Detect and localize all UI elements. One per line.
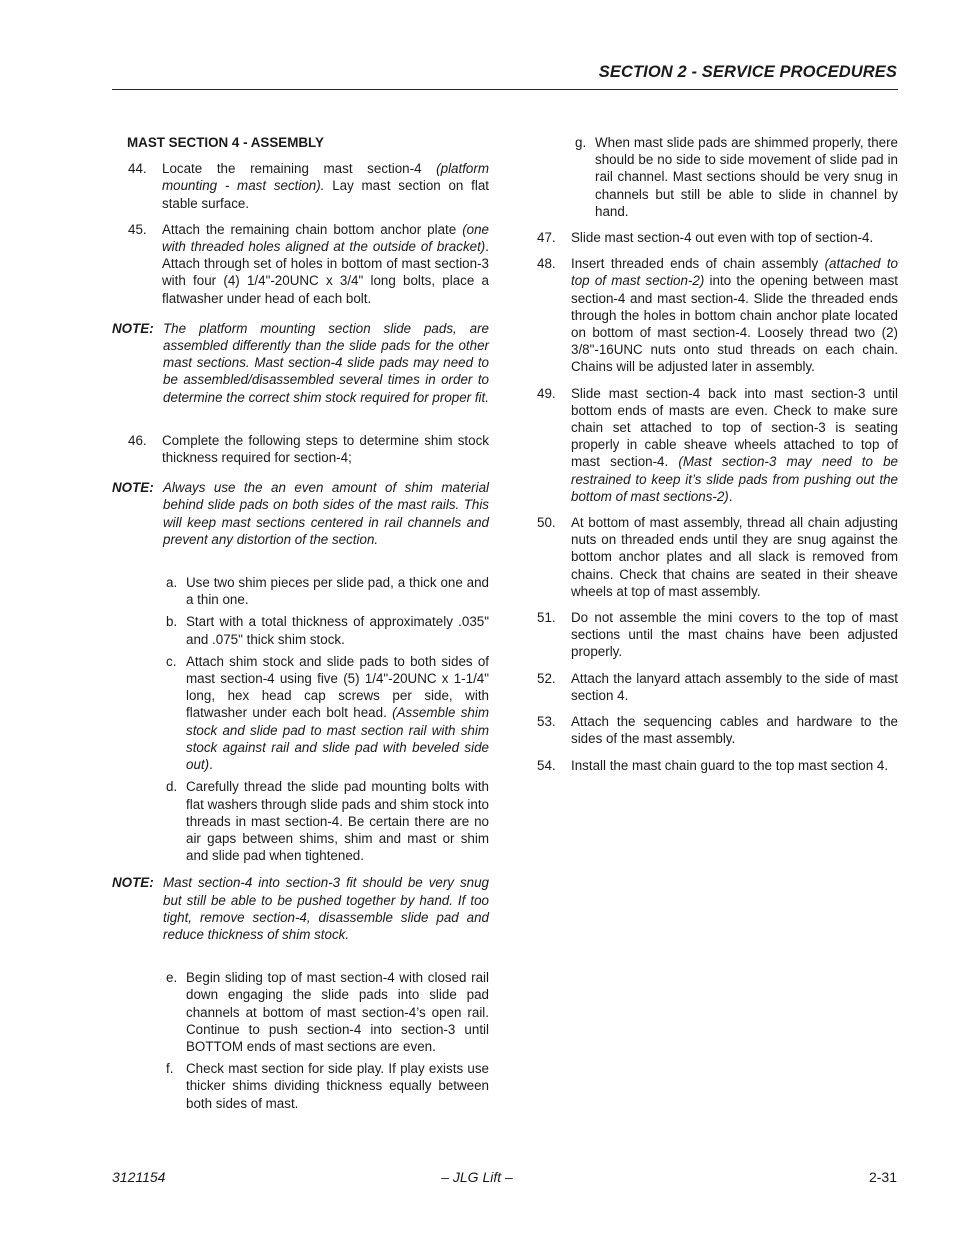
substep-a (112, 574, 489, 608)
step-text: . Attach through set of holes in bottom of mast section-3 with four (4) 1/4"-20UNC x 3/4" long bolts, place a flatwasher under head of each bolt. (162, 239, 489, 306)
step-49 (537, 385, 898, 505)
note-3 (112, 874, 489, 943)
step-number: 52. (537, 670, 556, 686)
step-number: 54. (537, 757, 556, 773)
step-text-italic: (Mast section-3 may need to be restrained to keep it’s slide pads from pushing out the bottom of mast sections-2) (571, 454, 899, 504)
step-text: Slide mast section-4 out even with top of section-4. (571, 230, 874, 246)
substep-text: Start with a total thickness of approximately .035" and .075" thick shim stock. (186, 614, 489, 647)
substep-text-italic: (Assemble shim stock and slide pad to mast section rail with shim stock against rail and slide pad with beveled side out) (186, 705, 490, 773)
step-52 (537, 670, 898, 704)
step-number: 45. (128, 221, 147, 237)
substep-letter: a. (166, 575, 178, 591)
substep-g (537, 134, 898, 220)
substep-f (112, 1060, 489, 1112)
step-50 (537, 514, 898, 600)
header-divider (112, 89, 898, 90)
step-number: 44. (128, 161, 147, 177)
step-number: 50. (537, 515, 556, 531)
note-text: Always use the an even amount of shim material behind slide pads on both sides of the mast rails. This will keep mast sections centered in rail channels and prevent any distortion of the section. (163, 480, 489, 547)
substep-text: Attach shim stock and slide pads to both sides of mast section-4 using five (5) 1/4"-20UNC x 1-1/4" long, hex head cap screws per side, with flatwasher under each bolt head. (186, 653, 489, 721)
step-text-italic: (platform mounting - mast section). (162, 161, 489, 194)
step-text: Complete the following steps to determine shim stock thickness required for section-4; (162, 432, 489, 466)
step-text: Attach the sequencing cables and hardware to the sides of the mast assembly. (571, 714, 898, 747)
note-2 (112, 479, 489, 548)
substep-text: Carefully thread the slide pad mounting bolts with flat washers through slide pads and shim stock into threads in mast section-4. Be certain there are no air gaps between shims, shim and mast or shim and slide pad when tightened. (186, 779, 489, 864)
step-46 (112, 432, 489, 466)
note-label: NOTE: (112, 320, 154, 336)
section-header-title: SECTION 2 - SERVICE PROCEDURES (598, 63, 897, 81)
step-text: Do not assemble the mini covers to the top of mast sections until the mast chains have been adjusted properly. (571, 610, 898, 660)
substep-text: When mast slide pads are shimmed properly, there should be no side to side movement of slide pad in rail channel. Mast sections should be very snug in channels but still be able to slide in channel by hand. (595, 135, 898, 219)
substep-e (112, 969, 489, 1055)
substep-text: . (209, 757, 213, 773)
substep-letter: c. (166, 653, 177, 669)
substep-d (112, 778, 489, 864)
note-text: The platform mounting section slide pads, are assembled differently than the slide pads for the other mast sections. Mast section-4 slide pads may need to be assembled/disassembled several times in order to determine the correct shim stock required for proper fit. (163, 320, 489, 405)
step-number: 48. (537, 256, 556, 272)
step-text-italic: (one with threaded holes aligned at the outside of bracket) (162, 221, 489, 255)
note-label: NOTE: (112, 875, 154, 891)
step-45 (112, 221, 489, 307)
step-text: into the opening between mast section-4 and mast section-4. Slide the threaded ends through the holes in bottom chain anchor plate located on bottom of mast section-4. Loosely thread two (2) 3/8"-16UNC nuts onto stud threads on each chain. Chains will be adjusted later in assembly. (571, 273, 898, 375)
substep-text: Check mast section for side play. If play exists use thicker shims dividing thickness equally between both sides of mast. (186, 1061, 489, 1111)
substep-text: Begin sliding top of mast section-4 with closed rail down engaging the slide pads into slide pad channels at bottom of mast section-4’s open rail. Continue to push section-4 into section-3 until BOTTOM ends of mast sections are even. (186, 970, 489, 1054)
step-number: 46. (128, 432, 147, 448)
step-number: 47. (537, 230, 556, 246)
substep-letter: d. (166, 779, 178, 795)
step-text: Install the mast chain guard to the top mast section 4. (571, 757, 889, 773)
step-text: Locate the remaining mast section-4 (162, 161, 437, 177)
substep-letter: b. (166, 614, 178, 630)
substep-letter: e. (166, 970, 178, 986)
step-54 (537, 757, 898, 774)
substep-text: Use two shim pieces per slide pad, a thick one and a thin one. (186, 575, 489, 608)
note-text: Mast section-4 into section-3 fit should be very snug but still be able to be pushed together by hand. If too tight, remove section-4, disassemble slide pad and reduce thickness of shim stock. (163, 875, 489, 942)
substep-letter: g. (575, 135, 587, 150)
substep-c (112, 653, 489, 773)
step-text: Slide mast section-4 back into mast section-3 until bottom ends of masts are even. Check to make sure chain set attached to top of section-3 is seating properly in cable sheave wheels attached to top of mast section-4. (571, 385, 898, 470)
step-text: Lay mast section on flat stable surface. (162, 178, 489, 211)
step-51 (537, 609, 898, 661)
step-text: . (728, 488, 733, 504)
note-1 (112, 320, 489, 406)
substep-letter: f. (166, 1061, 174, 1077)
footer-page-number: 2-31 (868, 1169, 897, 1185)
step-48 (537, 255, 898, 375)
step-number: 51. (537, 610, 556, 626)
section-subheading: MAST SECTION 4 - ASSEMBLY (127, 135, 324, 150)
step-number: 49. (537, 385, 556, 401)
substep-b (112, 613, 489, 647)
step-text: Insert threaded ends of chain assembly (571, 256, 825, 272)
step-text: Attach the lanyard attach assembly to the side of mast section 4. (571, 670, 898, 703)
step-53 (537, 713, 898, 747)
step-text: At bottom of mast assembly, thread all chain adjusting nuts on threaded ends until they are snug against the bottom anchor plates and all slack is removed from chains. Check that chains are seated in their sheave wheels at top of mast assembly. (571, 515, 898, 599)
right-column (537, 134, 898, 783)
footer-brand: – JLG Lift – (441, 1169, 513, 1185)
footer-doc-number: 3121154 (112, 1169, 166, 1185)
step-44 (112, 160, 489, 212)
note-label: NOTE: (112, 480, 154, 496)
step-number: 53. (537, 714, 556, 730)
step-text-italic: (attached to top of mast section-2) (571, 256, 898, 289)
step-47 (537, 229, 898, 246)
left-column (112, 134, 489, 1117)
step-text: Attach the remaining chain bottom anchor plate (162, 221, 463, 237)
